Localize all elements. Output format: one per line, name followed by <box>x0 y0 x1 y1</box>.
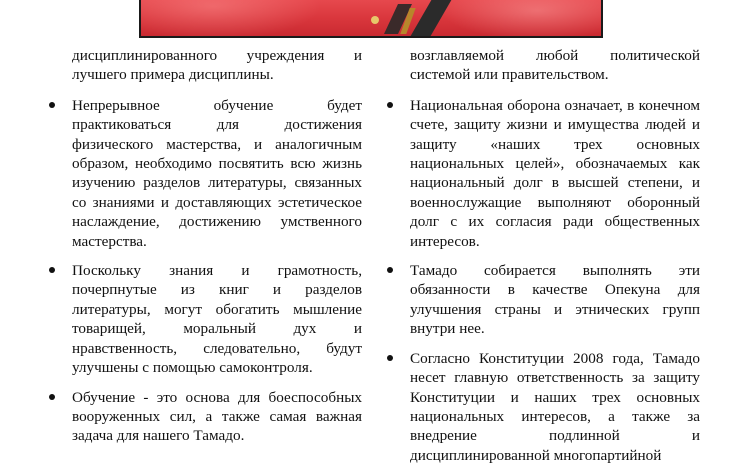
bullet-icon <box>387 355 393 361</box>
header-photo <box>139 0 603 38</box>
list-item <box>72 388 362 446</box>
list-item <box>72 96 362 251</box>
left-continuation-text: дисциплинированного учреждения и лучшего примера дисциплины. <box>72 47 362 84</box>
list-item <box>410 261 700 339</box>
list-item-text: Согласно Конституции 2008 года, Тамадо несет главную ответственность за защиту Конституции и наших трех основных национальных интересов, а также за внедрение подлинной и дисциплинированной многопартийной <box>410 349 700 464</box>
list-item <box>72 261 362 377</box>
list-item-text: Поскольку знания и грамотность, почерпнутые из книг и разделов литературы, могут обогатить мышление товарищей, моральный дух и нравственность, следовательно, будут улучшены с помощью самоконтроля. <box>72 262 362 377</box>
photo-drape-left <box>141 0 321 38</box>
list-item-text: Тамадо собирается выполнять эти обязанности в качестве Опекуна для улучшения страны и этнических групп внутри нее. <box>410 262 700 338</box>
list-item-text: Национальная оборона означает, в конечном счете, защиту жизни и имущества людей и защиту «наших трех основных национальных целей», обозначаемых как национальный долг в высшей степени, и военнослужащие выполняют оборонный долг с их согласия ради общественных интересов. <box>410 96 700 250</box>
bullet-icon <box>49 394 55 400</box>
list-item <box>410 349 700 465</box>
list-item-text: Непрерывное обучение будет практиковаться для достижения физического мастерства, и аналогичным образом, необходимо посвятить всю жизнь изучению разделов литературы, связанных со знаниями и доставляющих эстетическое наслаждение, достижению умственного мастерства. <box>72 96 362 250</box>
list-item-text: Обучение - это основа для боеспособных вооруженных сил, а также самая важная задача для нашего Тамадо. <box>72 388 362 445</box>
photo-glint <box>371 16 379 24</box>
bullet-icon <box>387 267 393 273</box>
bullet-icon <box>387 102 393 108</box>
bullet-icon <box>49 102 55 108</box>
photo-drape-right <box>441 0 601 38</box>
right-column <box>410 46 700 475</box>
left-column <box>72 46 362 456</box>
bullet-icon <box>49 267 55 273</box>
list-item <box>410 96 700 251</box>
right-continuation-text: возглавляемой любой политической системой или правительством. <box>410 47 700 84</box>
